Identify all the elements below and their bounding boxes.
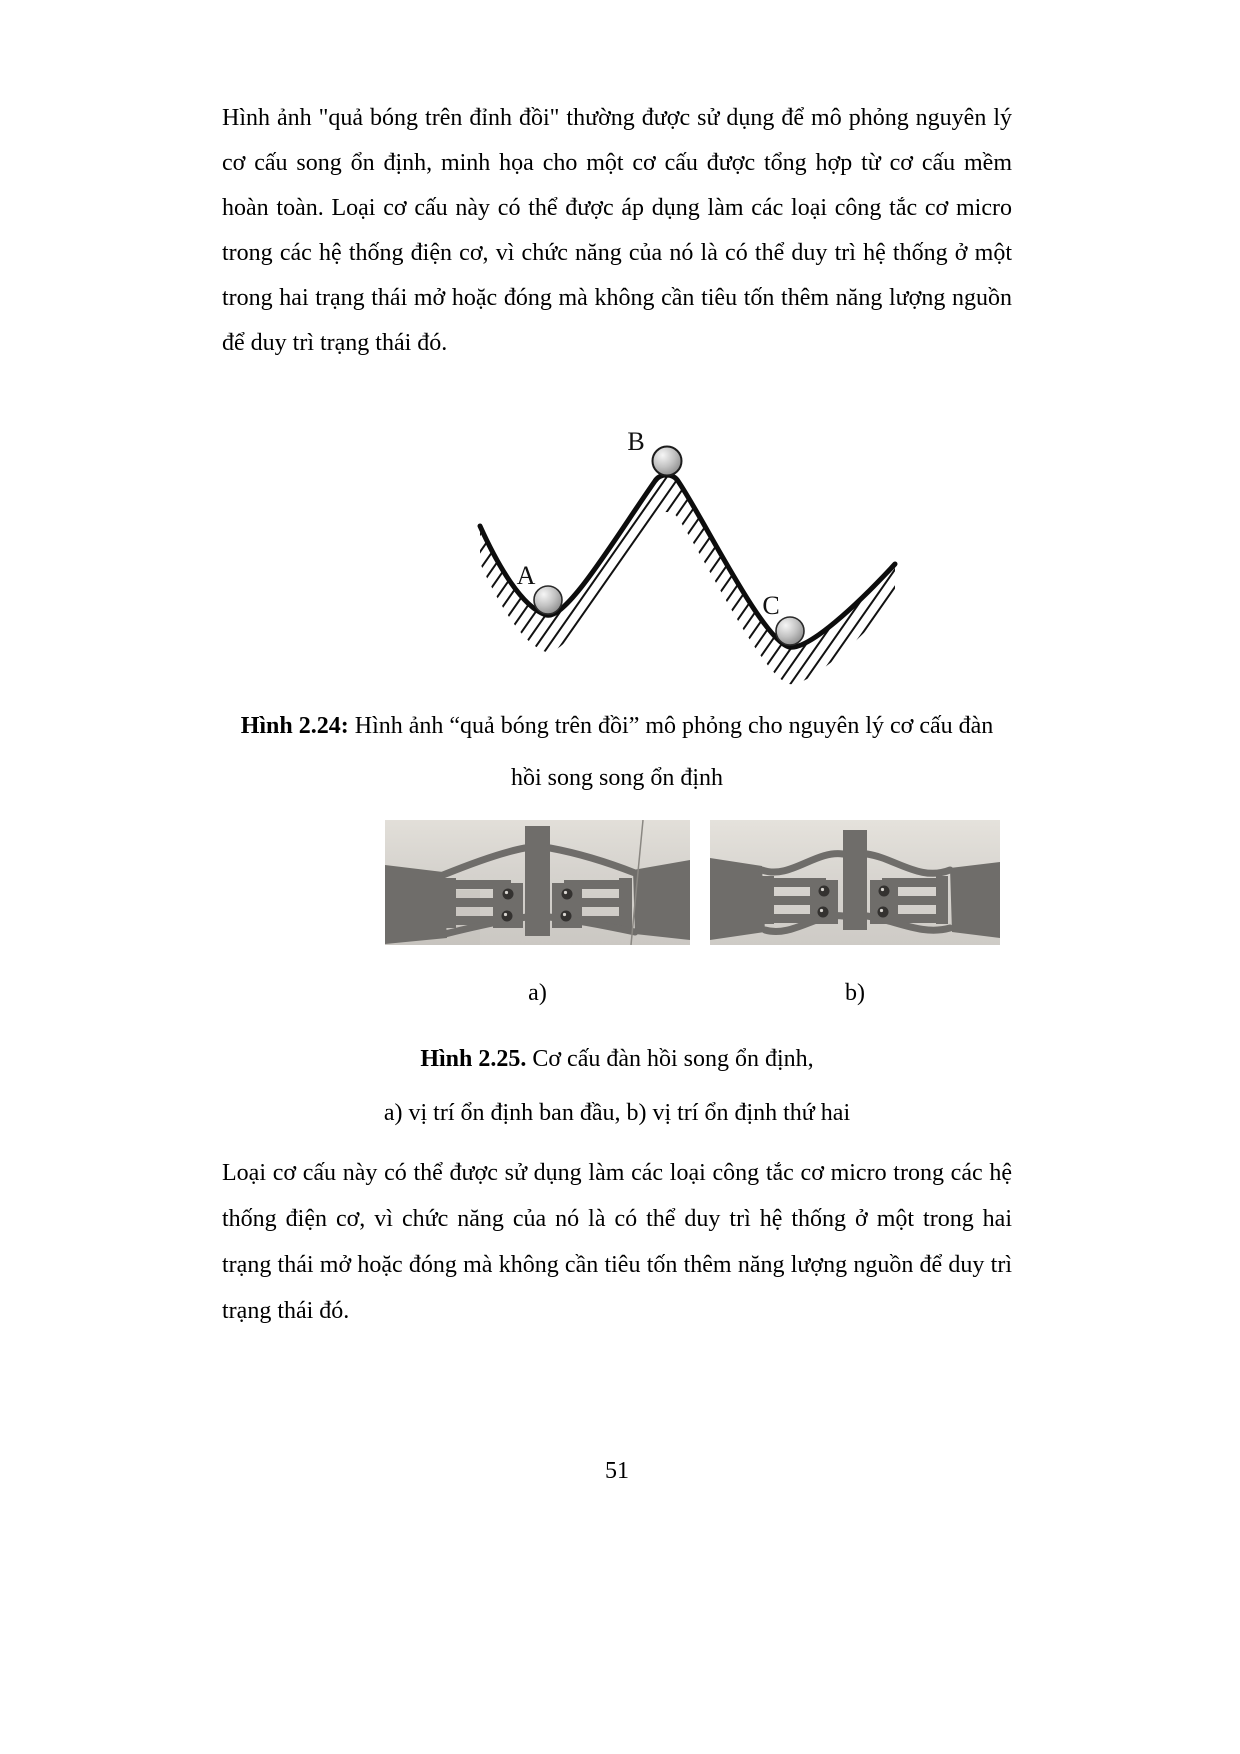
ball-c-marker (776, 617, 804, 645)
photo-a-label: a) (528, 980, 547, 1006)
right-anchor-block (950, 862, 1000, 938)
hill-hatching (480, 475, 895, 684)
figure-2-24-caption-number: Hình 2.24: (240, 713, 349, 739)
center-shuttle-bar (843, 830, 867, 930)
figure-2-25-caption-number: Hình 2.25. (420, 1046, 527, 1072)
right-anchor-block (633, 860, 690, 940)
paragraph-body: Loại cơ cấu này có thể được sử dụng làm các loại công tắc cơ micro trong các hệ thống điện cơ, vì chức năng của nó là có thể duy trì hệ thống ở một trong hai trạng thái mở hoặc đóng mà không cần tiêu tốn thêm năng lượng nguồn để duy trì trạng thái đó. (222, 1160, 1012, 1324)
ball-b-label: B (627, 427, 645, 456)
page-number: 51 (605, 1458, 629, 1484)
paragraph-intro: Hình ảnh "quả bóng trên đỉnh đồi" thường được sử dụng để mô phỏng nguyên lý cơ cấu song ổn định, minh họa cho một cơ cấu được tổng hợp từ cơ cấu mềm hoàn toàn. Loại cơ cấu này có thể được áp dụng làm các loại công tắc cơ micro trong các hệ thống điện cơ, vì chức năng của nó là có thể duy trì hệ thống ở một trong hai trạng thái mở hoặc đóng mà không cần tiêu tốn thêm năng lượng nguồn để duy trì trạng thái đó. (222, 105, 1012, 356)
figure-2-25-caption-text: Cơ cấu đàn hồi song ổn định, (526, 1046, 814, 1072)
left-anchor-block (385, 865, 447, 944)
figure-2-24-caption-line2: hồi song song ổn định (510, 765, 723, 791)
ball-a-marker (534, 586, 562, 614)
figure-2-24-caption (222, 700, 1012, 804)
ball-a-label: A (516, 561, 536, 590)
photo-mechanism-state-a (385, 820, 690, 945)
ball-b-marker (653, 447, 682, 476)
figure-2-25-caption-line1 (222, 1032, 1012, 1086)
left-anchor-block (710, 858, 765, 940)
figure-2-25-caption-line2: a) vị trí ổn định ban đầu, b) vị trí ổn định thứ hai (383, 1100, 851, 1126)
figure-2-25-caption (222, 1032, 1012, 1140)
photo-b-label: b) (845, 980, 865, 1006)
photo-mechanism-state-b (710, 820, 1000, 945)
figure-2-24-caption-text: Hình ảnh “quả bóng trên đồi” mô phỏng cho nguyên lý cơ cấu đàn (348, 713, 994, 739)
figure-2-24-caption-line1 (222, 700, 1012, 752)
ball-c-label: C (762, 591, 780, 620)
figure-ball-on-hill (440, 426, 910, 688)
